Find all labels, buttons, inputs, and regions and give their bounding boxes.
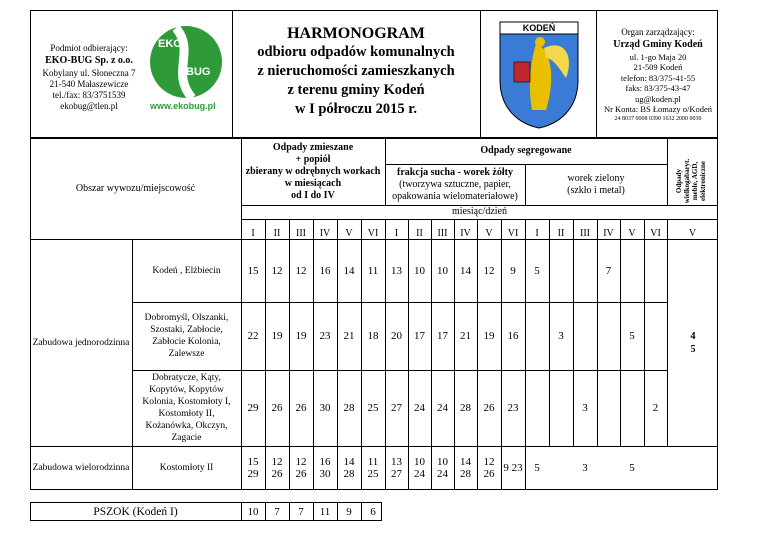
provider-block <box>32 43 146 112</box>
provider-email: ekobug@tlen.pl <box>60 101 118 111</box>
glass-header: worek zielony (szkło i metal) <box>567 172 625 196</box>
mixed-day: 30 <box>319 402 331 414</box>
authority-account: 24 8037 0008 0390 1632 2000 0030 <box>614 115 702 122</box>
month-label: III <box>580 228 590 239</box>
authority-phone: telefon: 83/375-41-55 <box>620 72 696 83</box>
mixed-day: 28 <box>343 402 355 414</box>
mixed-day: 23 <box>319 330 331 342</box>
glass-day: 7 <box>605 264 612 277</box>
month-label: V <box>345 228 353 239</box>
dry-day: 14 <box>460 264 471 277</box>
mixed-day: 14 28 <box>343 456 355 480</box>
logo-text-bug: BUG <box>186 66 211 78</box>
mixed-day: 18 <box>367 330 379 342</box>
authority-address2: 21-509 Kodeń <box>633 62 683 72</box>
glass-day: 5 <box>534 264 540 277</box>
glass-day: 5 <box>629 462 635 474</box>
place-row-2: Dobromyśl, Olszanki, Szostaki, Zabłocie, Zabłocie Kolonia, Zalewsze <box>144 313 229 359</box>
glass-day: 3 <box>582 402 588 414</box>
dry-day: 21 <box>460 330 471 342</box>
dry-day: 16 <box>507 330 519 342</box>
provider-phone: tel./fax: 83/3751539 <box>52 90 126 100</box>
mixed-day: 11 <box>367 264 379 277</box>
zone-single-family: Zabudowa jednorodzinna <box>32 337 130 348</box>
dry-day: 12 <box>483 264 495 277</box>
pszok-label: PSZOK (Kodeń I) <box>93 505 178 518</box>
month-label: VI <box>507 228 519 239</box>
title-line4: z terenu gminy Kodeń <box>287 82 425 98</box>
dry-day: 10 <box>414 264 425 277</box>
month-label: I <box>251 228 255 239</box>
header-divider-1 <box>232 10 233 138</box>
title-line3: z nieruchomości zamieszkanych <box>257 63 455 79</box>
glass-day: 5 <box>534 462 540 474</box>
month-label: II <box>273 228 281 239</box>
pszok-day: 7 <box>274 505 280 518</box>
month-label: I <box>535 228 539 239</box>
mixed-day: 16 30 <box>319 456 331 480</box>
dry-day: 9 <box>510 264 516 277</box>
mixed-day: 16 <box>319 264 331 277</box>
month-label: VI <box>367 228 379 239</box>
zone-multi-family: Zabudowa wielorodzinna <box>32 463 130 473</box>
provider-name: EKO-BUG Sp. z o.o. <box>45 55 133 66</box>
authority-address1: ul. 1-go Maja 20 <box>629 51 687 62</box>
month-day-header: miesiąc/dzień <box>452 206 507 217</box>
dry-fraction-header: frakcja sucha - worek żółty (tworzywa sztuczne, papier, opakowania wielomateriałowe) <box>392 166 518 202</box>
place-row-1: Kodeń , Elżbiecin <box>152 265 221 276</box>
mixed-day: 29 <box>247 402 259 414</box>
mixed-day: 12 <box>295 264 307 277</box>
mixed-waste-header: Odpady zmieszane + popiół zbierany w odrębnych workach w miesiącach od I do IV <box>245 141 381 201</box>
header-divider-3 <box>596 10 597 138</box>
pszok-day: 10 <box>247 505 259 518</box>
title-line5: w I półroczu 2015 r. <box>294 101 418 117</box>
title-block <box>234 24 478 119</box>
glass-day: 3 <box>582 462 588 474</box>
mixed-day: 15 <box>247 264 259 277</box>
month-label: II <box>416 228 423 239</box>
header-divider-2 <box>480 10 481 138</box>
month-label: IV <box>460 228 471 239</box>
provider-label: Podmiot odbierający: <box>50 43 128 53</box>
dry-day: 20 <box>391 330 402 342</box>
mixed-day: 19 <box>295 330 307 342</box>
mixed-day: 19 <box>271 330 283 342</box>
logo-text-eko: EKO <box>158 38 182 50</box>
month-label: V <box>688 228 697 239</box>
dry-day: 28 <box>460 402 471 414</box>
dry-day: 17 <box>414 330 425 342</box>
dry-day: 10 24 <box>437 456 448 480</box>
pszok-day: 7 <box>298 505 304 518</box>
authority-bank: Nr Konta: BS Łomazy o/Kodeń <box>603 104 713 114</box>
area-header: Obszar wywozu/miejscowość <box>75 182 196 194</box>
pszok-day: 6 <box>370 505 376 518</box>
dry-day: 13 <box>391 264 402 277</box>
segregated-header: Odpady segregowane <box>480 145 572 156</box>
pszok-day: 11 <box>319 505 331 518</box>
mixed-day: 12 26 <box>295 456 307 480</box>
place-row-3: Dobratycze, Kąty, Kopytów, Kopytów Kolonia, Kostomłoty I, Kostomłoty II, Kożanówka, Okczyn, Zagacie <box>142 373 231 443</box>
title-main: HARMONOGRAM <box>287 25 425 42</box>
mixed-day: 22 <box>247 330 259 342</box>
dry-day: 23 <box>507 402 519 414</box>
logo-url: www.ekobug.pl <box>150 101 216 111</box>
dry-day: 10 <box>437 264 448 277</box>
dry-day: 27 <box>391 402 402 414</box>
provider-address2: 21-540 Małaszewicze <box>49 79 129 89</box>
dry-day: 13 27 <box>391 456 402 480</box>
mixed-day: 15 29 <box>247 456 259 480</box>
glass-day: 5 <box>629 330 635 342</box>
month-label: V <box>485 228 493 239</box>
mixed-day: 12 <box>271 264 283 277</box>
pszok-day: 9 <box>346 505 352 518</box>
ekobug-logo <box>148 22 228 114</box>
mixed-day: 25 <box>367 402 379 414</box>
dry-day: 14 28 <box>460 456 471 480</box>
month-label: I <box>394 228 399 239</box>
month-label: II <box>557 228 565 239</box>
title-line2: odbioru odpadów komunalnych <box>257 44 455 60</box>
mixed-day: 14 <box>343 264 355 277</box>
month-label: V <box>628 228 636 239</box>
authority-label: Organ zarządzający: <box>621 27 695 37</box>
dry-day: 17 <box>437 330 448 342</box>
mixed-day: 26 <box>295 402 307 414</box>
dry-day: 19 <box>483 330 495 342</box>
month-label: III <box>296 228 306 239</box>
month-label: III <box>437 228 448 239</box>
bulky-waste-header: Odpady wielkogabaryt. meble, AGD, elektroniczne <box>675 158 707 204</box>
glass-day: 2 <box>652 402 659 414</box>
glass-day: 3 <box>558 330 564 342</box>
mixed-day: 11 25 <box>367 456 379 480</box>
authority-email: ug@koden.pl <box>635 93 681 104</box>
authority-fax: faks: 83/375-43-47 <box>625 83 691 93</box>
month-label: VI <box>650 228 661 239</box>
mixed-day: 26 <box>271 402 283 414</box>
mixed-day: 21 <box>343 330 355 342</box>
mixed-day: 12 26 <box>271 456 283 480</box>
authority-name: Urząd Gminy Kodeń <box>613 38 703 50</box>
place-row-4: Kostomłoty II <box>159 463 214 473</box>
month-label: IV <box>319 228 331 239</box>
dry-day: 10 24 <box>414 456 425 480</box>
crest-label: KODEŃ <box>522 23 556 33</box>
bulky-collection-day: 4 5 <box>690 330 696 355</box>
dry-day: 26 <box>483 402 495 414</box>
koden-crest <box>496 18 582 130</box>
dry-day: 9 23 <box>503 462 523 474</box>
dry-day: 12 26 <box>483 456 495 480</box>
provider-address1: Kobylany ul. Słoneczna 7 <box>42 68 136 78</box>
authority-block <box>598 27 718 124</box>
dry-day: 24 <box>414 402 425 414</box>
month-label: IV <box>603 228 614 239</box>
dry-day: 24 <box>437 402 448 414</box>
